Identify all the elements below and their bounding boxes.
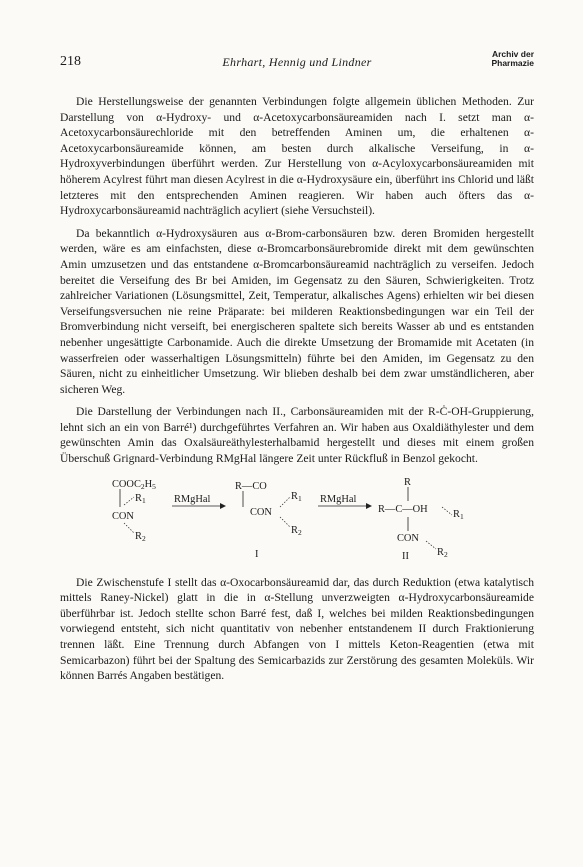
bond-i-r2 [280, 517, 290, 527]
paragraph-2: Da bekanntlich α-Hydroxysäuren aus α-Brom-carbonsäuren bzw. deren Bromiden hergestellt werden, wäre es am einfachsten, diese α-Bromcarbonsäurebromide direkt mit dem gewünschten Amin umzusetzen und das entstandene α-Bromcarbonsäureamid nachträglich zu verseifen. Jedoch bereitet die Verseifung des Br bei Amiden, im Gegensatz zu den Säuren, Schwierigkeiten. Trotz zahlreicher Variationen (Lösungsmittel, Zeit, Temperatur, alkalisches Agens) erhielten wir bei diesen Verseifungsversuchen nie reine Präparate: bei milderen Reaktionsbedingungen war ein Teil der Bromverbindung nicht verseift, bei energischeren spaltete sich bereits Wasser ab und es entstanden nebenher ungesättigte Carbonamide. Auch die direkte Umsetzung der Bromamide mit Acetaten (in wasserfreien oder wasserhaltigen Lösungsmitteln) führte bei den Amiden, im Gegensatz zu den Säuren, nicht zu einheitlicher Umsetzung. Wir blieben deshalb bei dem zwar umständlicheren, aber sicheren Weg. [60, 226, 534, 396]
compound-i-r1: $R_1$ [291, 490, 302, 503]
page-number: 218 [60, 54, 81, 69]
compound-ii-r: R [404, 476, 411, 488]
compound-ii-con: CON [397, 532, 419, 544]
compound-i-r2: $R_2$ [291, 524, 302, 537]
paragraph-1: Die Herstellungsweise der genannten Verbindungen folgte allgemein üblichen Methoden. Zur Darstellung von α-Hydroxy- und α-Acetoxycarbonsäureamiden nach I. setzt man α-Acetoxycarbonsäurechloride mit den betreffenden Aminen um, die erhaltenen α-Acetoxycarbonsäureamide können, am besten durch alkalische Verseifung, in α-Hydroxyverbindungen überführt werden. Zur Herstellung von α-Acyloxycarbonsäureamiden mit höherem Acylrest führt man diesen Acylrest in die α-Hydroxysäure ein, überführt ins Chlorid und läßt letzteres mit den entsprechenden Aminen reagieren. Wir haben auch öfters das α-Hydroxycarbonsäureamid nachträglich acyliert (siehe Versuchsteil). [60, 95, 534, 218]
compound-ii-r2: $R_2$ [437, 546, 448, 559]
start-r1: $R_1$ [135, 492, 146, 505]
paragraph-3: Die Darstellung der Verbindungen nach II., Carbonsäureamiden mit der R-Ċ-OH-Gruppierung, lehnt sich an ein von Barré¹) durchgeführtes Verfahren an. Wir haben aus Oxaldiäthylester und dem gewünschten Amin das Oxalsäureäthylesterhalbamid hergestellt und dieses mit einem großen Überschuß Grignard-Verbindung RMgHal längere Zeit unter Rückfluß in Benzol gekocht. [60, 405, 534, 466]
article-body [60, 94, 534, 691]
compound-i-label: I [255, 548, 259, 560]
compound-i-keto: R—CO [235, 480, 267, 492]
bond-n-r1 [124, 497, 134, 505]
journal-name [491, 50, 534, 68]
running-title: Ehrhart, Hennig und Lindner [222, 55, 372, 69]
compound-i-con: CON [250, 506, 272, 518]
compound-ii-r1: $R_1$ [453, 508, 464, 521]
reagent-2: RMgHal [320, 493, 357, 505]
start-r2: $R_2$ [135, 530, 146, 543]
paragraph-4: Die Zwischenstufe I stellt das α-Oxocarbonsäureamid dar, das durch Reduktion (etwa katalytisch mittels Raney-Nickel) glatt in die in α-Stellung unverzweigten α-Hydroxycarbonsäureamide überführbar ist. Jedoch stellte schon Barré fest, daß I, welches bei milden Reaktionsbedingungen vorwiegend entsteht, sich nicht quantitativ von nebenher entstandenem II durch Fraktionierung trennen läßt. Eine Trennung durch Abfangen von I mittels Keton-Reagentien (etwa mit Semicarbazon) führt bei der Spaltung des Semicarbazids zur Zerstörung des gesamten Moleküls. Wir können Barrés Angaben bestätigen. [60, 575, 534, 683]
bond-i-r1 [280, 497, 290, 507]
arrow-1-head [220, 503, 226, 509]
start-ester-group: $COOC_2H_5$ [112, 478, 156, 491]
reaction-scheme [60, 475, 534, 563]
journal-line-1: Archiv der [491, 49, 534, 59]
compound-ii-label: II [402, 550, 409, 562]
arrow-2-head [366, 503, 372, 509]
reagent-1: RMgHal [174, 493, 211, 505]
journal-line-2: Pharmazie [491, 58, 534, 68]
bond-ii-r1 [442, 507, 452, 515]
running-header [60, 50, 534, 74]
compound-ii-carbinol: R—C—OH [378, 503, 428, 515]
start-con: CON [112, 510, 134, 522]
bond-ii-r2 [426, 541, 436, 549]
